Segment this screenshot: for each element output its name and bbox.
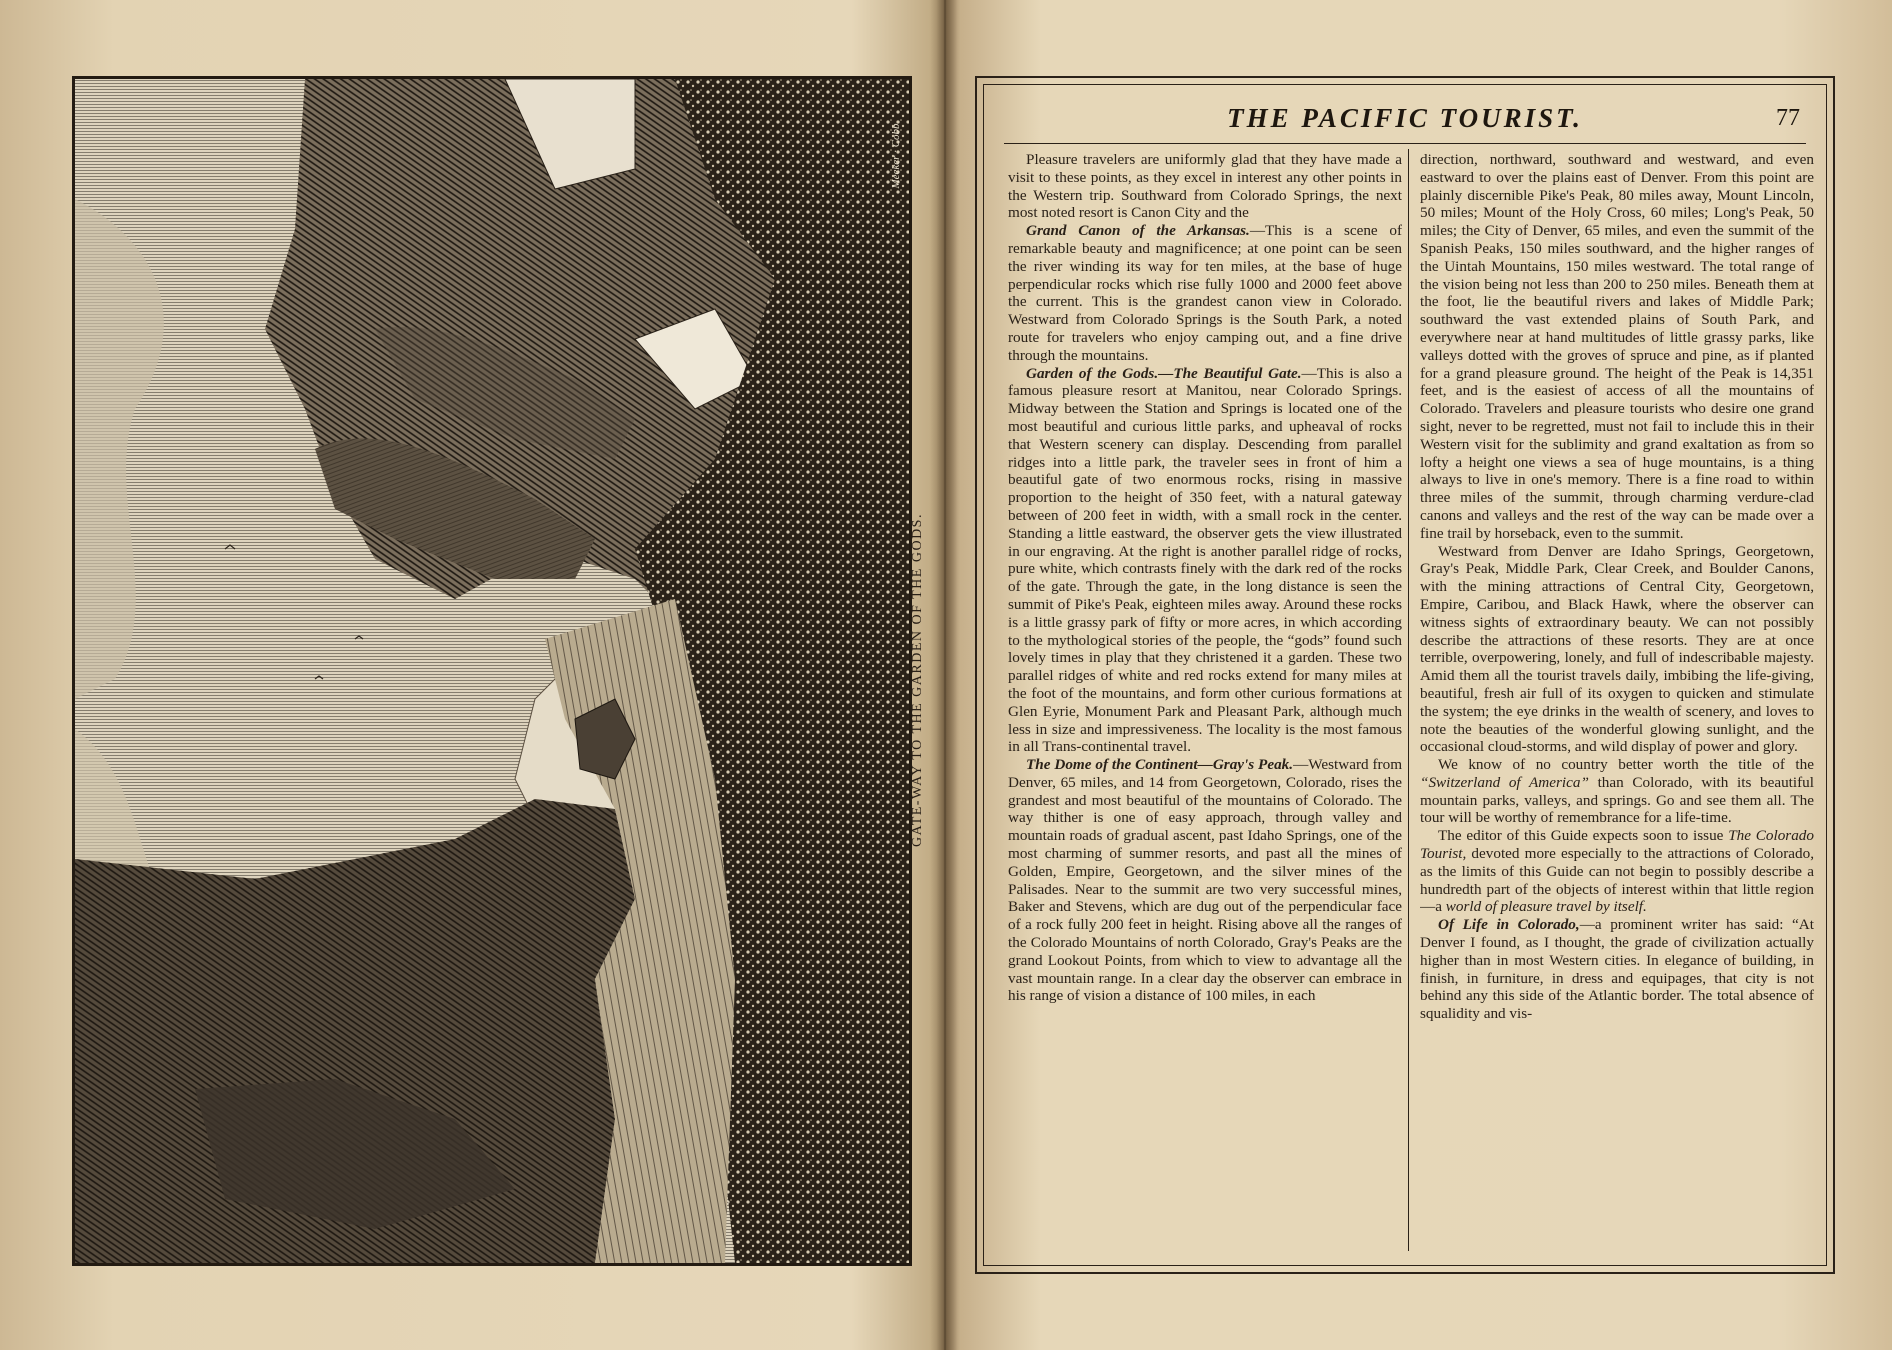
header-rule [1004,143,1806,144]
text-column-left [1008,151,1402,1255]
paragraph-body: —This is a scene of remarkable beauty and magnificence; at one point can be seen the river winding its way for ten miles, at the base of huge perpendicular rocks which rise fully 1000 and 2000 feet above the current. This is the grandest canon view in Colorado. Westward from Colorado Springs is the South Park, a noted route for travelers who enjoy camping out, and a fine drive through the mountains. [1008,222,1402,364]
paragraph [1420,916,1814,1023]
paragraph-heading: Grand Canon of the Arkansas. [1026,222,1250,240]
paragraph [1008,222,1402,364]
paragraph-text: The editor of this Guide expects soon to issue [1438,827,1729,845]
paragraph [1008,365,1402,757]
illustration-caption-text: GATE-WAY TO THE GARDEN OF THE GODS. [910,513,925,847]
engraving-drawing [75,79,909,1263]
page-header [984,103,1826,143]
italic-phrase: “Switzerland of America” [1420,773,1589,791]
text-column-right [1420,151,1814,1255]
illustration-caption [898,500,938,860]
paragraph [1420,756,1814,827]
running-title: THE PACIFIC TOURIST. [1227,103,1583,133]
text-page-inner-frame [983,84,1827,1266]
paragraph [1008,756,1402,1005]
column-divider [1408,149,1409,1251]
engraver-signature [884,86,914,236]
paragraph-body: —This is also a famous pleasure resort at Manitou, near Colorado Springs. Midway between the Station and Springs is located one of the most beautiful and curious little parks, and upheaval of rocks that Western scenery can display. Descending from parallel ridges into a little park, the traveler sees in front of him a beautiful gate of two enormous rocks, rising in massive proportion to the height of 350 feet, with a natural gateway between of 200 feet in width, with a small rock in the center. Standing a little eastward, the observer gets the view illustrated in our engraving. At the right is another parallel ridge of rocks, pure white, which contrasts finely with the dark red of the rocks of the gate. Through the gate, in the long distance is seen the summit of Pike's Peak, eighteen miles away. Around these rocks is a little grassy park of fifty or more acres, in which according to the mythological stories of the people, the “gods” found such lovely times in play that they christened it a garden. These two parallel ridges of white and red rocks extend for many miles at the foot of the mountains, and form other curious formations at Glen Eyrie, Monument Park and Pleasant Park, although much less in size and impressiveness. The locality is the most famous in all Trans-continental travel. [1008,364,1402,756]
paragraph-text: We know of no country better worth the title of the [1438,756,1814,774]
paragraph [1420,827,1814,916]
italic-phrase: world of pleasure travel by itself. [1445,898,1647,916]
paragraph-heading: Garden of the Gods.—The Beautiful Gate. [1026,364,1302,382]
text-page-frame [975,76,1835,1274]
engraving-illustration [72,76,912,1266]
paragraph-body: —Westward from Denver, 65 miles, and 14 from Georgetown, Colorado, rises the grandest and most beautiful of the mountains of Colorado. The way thither is one of easy approach, through valley and mountain roads of gradual ascent, past Idaho Springs, one of the most charming of summer resorts, and past all the mines of Golden, Empire, Georgetown, and the silver mines of the Palisades. Near to the summit are two very successful mines, Baker and Stevens, which are dug out of the perpendicular face of a rock fully 200 feet in height. Rising above all the ranges of the Colorado Mountains of north Colorado, Gray's Peaks are the grand Lookout Points, from which to view to advantage all the vast mountain range. In a clear day the observer can embrace in his range of vision a distance of 100 miles, in each [1008,756,1402,1005]
paragraph: Pleasure travelers are uniformly glad that they have made a visit to these points, as they excel in interest any other points in the Western trip. Southward from Colorado Springs, the next most noted resort is Canon City and the [1008,151,1402,222]
paragraph-heading: The Dome of the Continent—Gray's Peak. [1026,756,1294,774]
page-number: 77 [1776,105,1800,131]
paragraph-text: than Colorado, with its beautiful mountain parks, valleys, and springs. Go and see them all. The tour will be worthy of remembrance for a life-time. [1420,773,1814,827]
paragraph: direction, northward, southward and westward, and even eastward to over the plains east of Denver. From this point are plainly discernible Pike's Peak, 80 miles away, Mount Lincoln, 50 miles; Mount of the Holy Cross, 60 miles; Long's Peak, 50 miles; the City of Denver, 65 miles, and even the summit of the Spanish Peaks, 150 miles southward, and the higher ranges of the Uintah Mountains, 150 miles westward. The total range of the vision being not less than 200 to 250 miles. Beneath them at the foot, lie the beautiful rivers and lakes of Middle Park; southward the vast extended plains of South Park, and everywhere near at hand multitudes of little grassy parks, like valleys dotted with the groves of spruce and pine, as if planted for a grand pleasure ground. The height of the Peak is 14,351 feet, and is the easiest of access of all the mountains of Colorado. Travelers and pleasure tourists who desire one grand sight, never to be regretted, must not fail to include this in their Western visit for the sublimity and grand exaltation as from so lofty a height one views a sea of huge mountains, is a thing always to live in one's memory. There is a fine road to within three miles of the summit, through charming verdure-clad canons and valleys and the rest of the way can be made over a fine trail by horseback, even to the summit. [1420,151,1814,542]
engraver-signature-text: Meeker · Cobb [890,123,902,189]
paragraph-heading: Of Life in Colorado, [1438,916,1580,934]
paragraph-body: —a prominent writer has said: “At Denver I found, as I thought, the grade of civilization actually higher than in most Western cities. In elegance of building, in finish, in furniture, in dress and equipages, that city is not behind any this side of the Atlantic border. The total absence of squalidity and vis- [1420,916,1814,1023]
italic-title: The Colorado Tourist, [1420,827,1814,863]
paragraph-text: devoted more especially to the attractions of Colorado, as the limits of this Guide can not begin to possibly describe a hundredth part of the objects of interest within that little region—a [1420,845,1814,916]
paragraph: Westward from Denver are Idaho Springs, Georgetown, Gray's Peak, Middle Park, Clear Creek, and Boulder Canons, with the mining attractions of Central City, Georgetown, Empire, Caribou, and Black Hawk, where the observer can witness sights of extraordinary beauty. We can not possibly describe the attractions of these resorts. They are at once terrible, overpowering, lonely, and full of indescribable majesty. Amid them all the tourist travels daily, imbibing the life-giving, beautiful, fresh air full of its oxygen to quicken and stimulate the system; the eye drinks in the wealth of scenery, and loves to note the beauties of the wonderful glowing sunlight, and the occasional cloud-storms, and wild display of power and glory. [1420,542,1814,756]
